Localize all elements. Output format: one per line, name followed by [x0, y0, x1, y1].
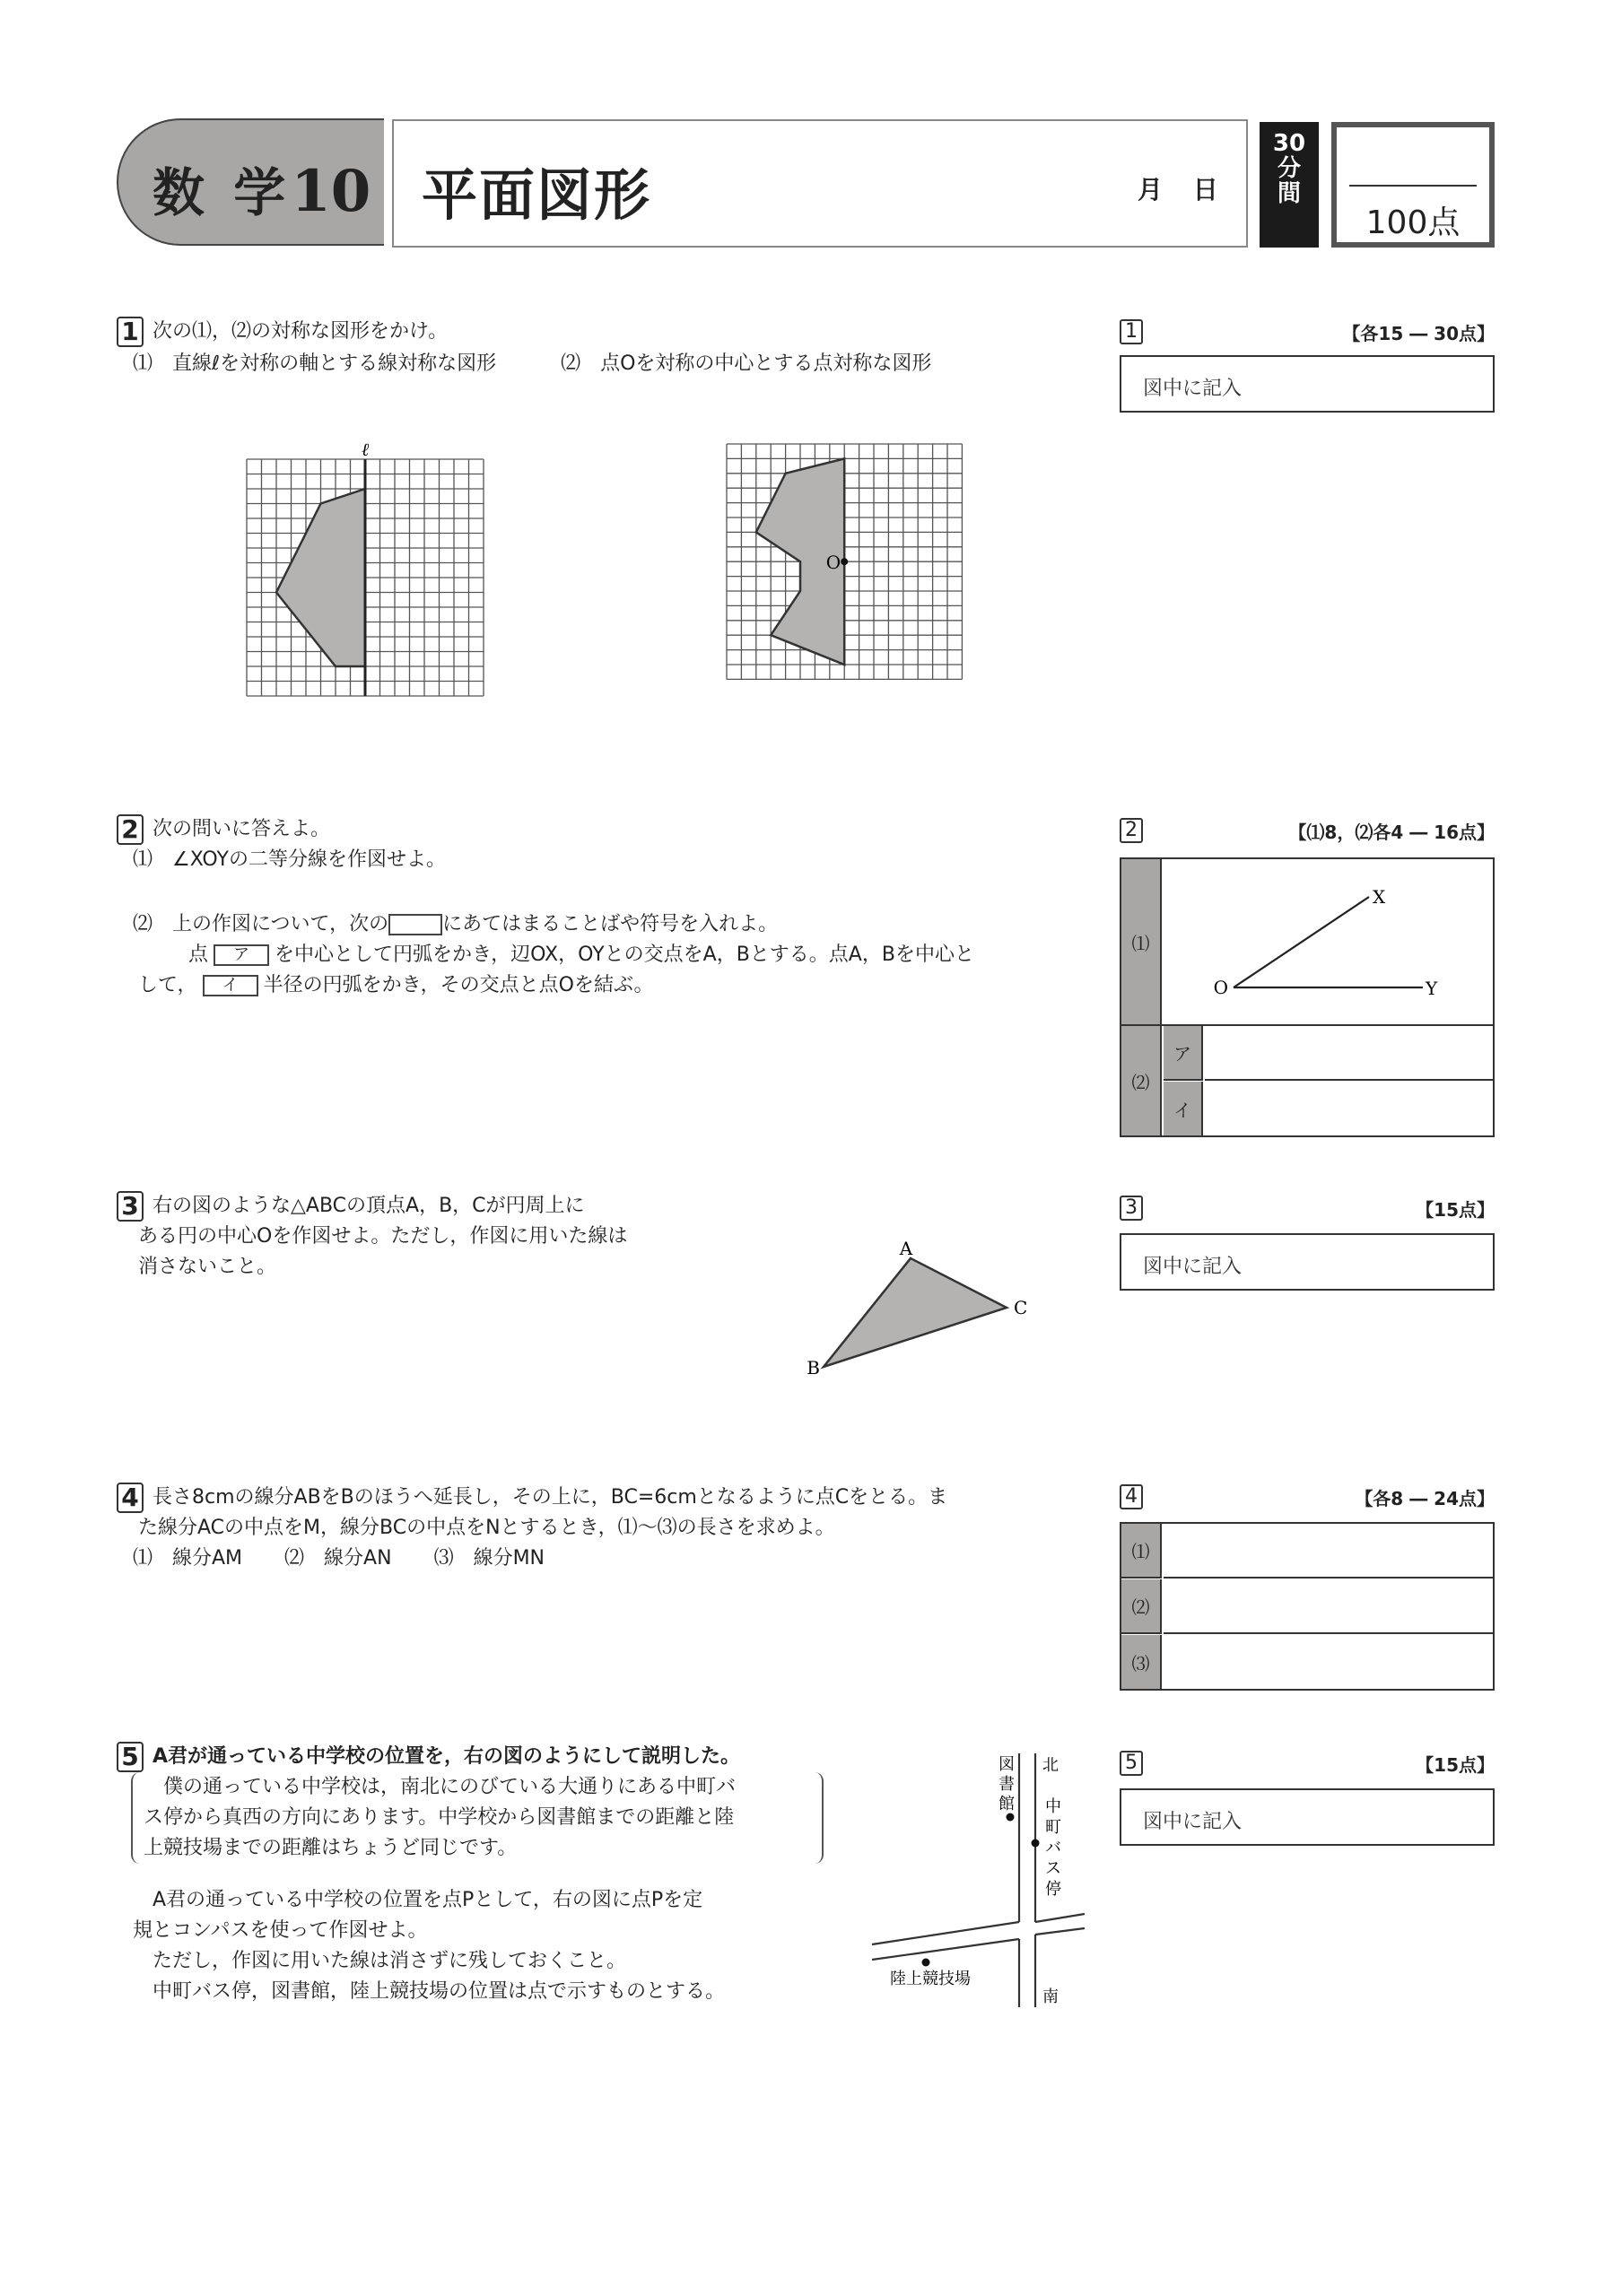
row-label-1: ⑴ — [1121, 859, 1162, 1024]
question-line: た線分ACの中点をM，線分BCの中点をNとするとき，⑴〜⑶の長さを求めよ。 — [138, 1517, 835, 1539]
south-label: 南 — [1042, 1987, 1059, 2006]
answer-4 — [1120, 1484, 1495, 1691]
answer-number: 1 — [1120, 319, 1143, 344]
time-unit-2: 間 — [1277, 180, 1301, 207]
cross-road-south-east — [1035, 1928, 1085, 1935]
unit-number: 10 — [291, 158, 371, 225]
body-line: ただし，作図に用いた線は消さずに残しておくこと。 — [133, 1950, 627, 1972]
cross-road-south-west — [872, 1939, 1019, 1960]
sub-label-i: イ — [1164, 1082, 1203, 1135]
answer-number: 3 — [1120, 1196, 1143, 1221]
answer-box[interactable] — [1120, 1233, 1495, 1291]
page-title: 平面図形 — [422, 162, 652, 228]
answer-table — [1120, 1522, 1495, 1691]
blank-i: イ — [203, 975, 258, 996]
points-label: 【⑴8，⑵各4 ― 16点】 — [1288, 822, 1495, 843]
question-number: 3 — [117, 1191, 144, 1222]
cross-road-north-east — [1035, 1914, 1085, 1922]
answer-5 — [1120, 1751, 1495, 1846]
answer-box[interactable] — [1120, 355, 1495, 413]
question-1 — [117, 317, 931, 379]
answer-box[interactable] — [1120, 1788, 1495, 1846]
time-value: 30 — [1272, 130, 1306, 157]
answer-number: 2 — [1120, 818, 1143, 843]
point-symmetry-grid[interactable] — [722, 439, 982, 691]
center-point-o — [841, 558, 848, 565]
triangle-abc — [824, 1258, 1007, 1367]
vertex-a-label: A — [899, 1238, 913, 1259]
bus-stop-label: 中町バス停 — [1045, 1797, 1061, 1899]
sub-question: ⑶ 線分MN — [433, 1547, 545, 1570]
text: 半径の円弧をかき，その交点と点Oを結ぶ。 — [263, 974, 654, 996]
text: して， — [138, 974, 197, 996]
date-field[interactable]: 月 日 — [1138, 175, 1218, 204]
text: 点 — [188, 944, 209, 966]
blank-a: ア — [214, 944, 269, 966]
answer-box-label: 図中に記入 — [1143, 1811, 1243, 1833]
text: を中心として円弧をかき，辺OX，OYとの交点をA，Bとする。点A，Bを中心と — [275, 944, 974, 966]
answer-1 — [1120, 319, 1495, 413]
axis-label: ℓ — [361, 439, 370, 460]
question-number: 2 — [117, 814, 144, 845]
line-symmetry-grid[interactable] — [242, 439, 502, 709]
total-score: 100点 — [1365, 204, 1461, 241]
stadium-point — [922, 1959, 930, 1967]
question-prompt: 次の問いに答えよ。 — [153, 818, 331, 840]
question-number: 1 — [117, 317, 144, 347]
answer-box-label: 図中に記入 — [1143, 378, 1243, 400]
triangle-abc-figure[interactable] — [789, 1238, 1041, 1381]
angle-xoy-figure[interactable] — [1164, 859, 1493, 1024]
question-prompt: 次の⑴，⑵の対称な図形をかけ。 — [153, 320, 449, 343]
answer-number: 4 — [1120, 1484, 1143, 1509]
row-label: ⑵ — [1121, 1579, 1162, 1634]
question-number: 4 — [117, 1483, 144, 1513]
sub-question-1: ⑴ ∠XOYの二等分線を作図せよ。 — [133, 848, 446, 871]
map-figure[interactable] — [861, 1740, 1103, 2027]
body-line: 中町バス停，図書館，陸上競技場の位置は点で示すものとする。 — [133, 1980, 726, 2003]
point-o-label: O — [1213, 977, 1228, 998]
question-line: 右の図のような△ABCの頂点A，B，Cが円周上に — [153, 1195, 585, 1217]
blank-box-example — [388, 914, 442, 935]
quote-line: 僕の通っている中学校は，南北にのびている大通りにある中町バ — [144, 1776, 737, 1798]
answer-2 — [1120, 818, 1495, 1137]
question-intro: A君が通っている中学校の位置を，右の図のようにして説明した。 — [153, 1745, 741, 1768]
answer-field-3[interactable] — [1164, 1635, 1493, 1689]
answer-number: 5 — [1120, 1751, 1143, 1776]
answer-field-1[interactable] — [1164, 1524, 1493, 1578]
library-point — [1007, 1813, 1015, 1822]
question-2 — [117, 814, 974, 1001]
sub-question: ⑵ 線分AN — [284, 1547, 392, 1570]
sub-question-2-pre: ⑵ 上の作図について，次の — [133, 913, 389, 935]
body-line: A君の通っている中学校の位置を点Pとして，右の図に点Pを定 — [133, 1889, 703, 1911]
answer-3 — [1120, 1196, 1495, 1291]
answer-table — [1120, 857, 1495, 1137]
sub-label-a: ア — [1164, 1026, 1203, 1081]
body-line: 規とコンパスを使って作図せよ。 — [133, 1919, 428, 1942]
question-line: ある円の中心Oを作図せよ。ただし，作図に用いた線は — [138, 1225, 628, 1248]
vertex-b-label: B — [807, 1357, 820, 1378]
stadium-label: 陸上競技場 — [890, 1970, 971, 1988]
answer-box-label: 図中に記入 — [1143, 1256, 1243, 1278]
answer-field-2[interactable] — [1164, 1579, 1493, 1634]
question-3 — [117, 1191, 627, 1283]
subject-label — [153, 151, 371, 226]
score-line — [1349, 185, 1477, 187]
cross-road-north-west — [872, 1922, 1019, 1944]
points-label: 【各8 ― 24点】 — [1355, 1488, 1495, 1509]
library-label: 図書館 — [998, 1755, 1015, 1813]
question-5 — [117, 1742, 824, 2007]
row-label: ⑴ — [1121, 1524, 1162, 1578]
center-label: O — [825, 552, 842, 574]
question-line: 長さ8cmの線分ABをBのほうへ延長し，その上に，BC=6cmとなるように点Cをとる。ま — [153, 1486, 948, 1509]
question-number: 5 — [117, 1742, 144, 1772]
given-shape — [276, 489, 365, 666]
subject-text: 数 学 — [153, 162, 292, 223]
time-unit-1: 分 — [1277, 155, 1301, 182]
row-label: ⑶ — [1121, 1635, 1162, 1689]
sub-question-1: ⑴ 直線ℓを対称の軸とする線対称な図形 — [133, 352, 497, 375]
score-box[interactable] — [1331, 122, 1495, 248]
time-limit-badge — [1260, 122, 1319, 248]
points-label: 【15点】 — [1416, 1754, 1495, 1776]
points-label: 【各15 ― 30点】 — [1342, 323, 1495, 344]
question-line: 消さないこと。 — [138, 1256, 277, 1278]
quote-line: 上競技場までの距離はちょうど同じです。 — [144, 1837, 518, 1859]
sub-question: ⑴ 線分AM — [133, 1547, 243, 1570]
answer-field-a[interactable] — [1205, 1026, 1493, 1081]
vertex-c-label: C — [1014, 1297, 1028, 1318]
quote-block — [131, 1772, 824, 1864]
quote-line: ス停から真西の方向にあります。中学校から図書館までの距離と陸 — [144, 1806, 735, 1829]
north-label: 北 — [1042, 1756, 1059, 1775]
sub-question-2: ⑵ 点Oを対称の中心とする点対称な図形 — [561, 352, 932, 375]
bus-stop-point — [1032, 1839, 1040, 1848]
sub-question-2-post: にあてはまることばや符号を入れよ。 — [442, 913, 779, 935]
question-4 — [117, 1483, 947, 1574]
points-label: 【15点】 — [1416, 1199, 1495, 1221]
answer-field-i[interactable] — [1205, 1082, 1493, 1135]
point-y-label: Y — [1426, 978, 1438, 999]
point-x-label: X — [1373, 886, 1386, 908]
row-label-2: ⑵ — [1121, 1026, 1162, 1135]
